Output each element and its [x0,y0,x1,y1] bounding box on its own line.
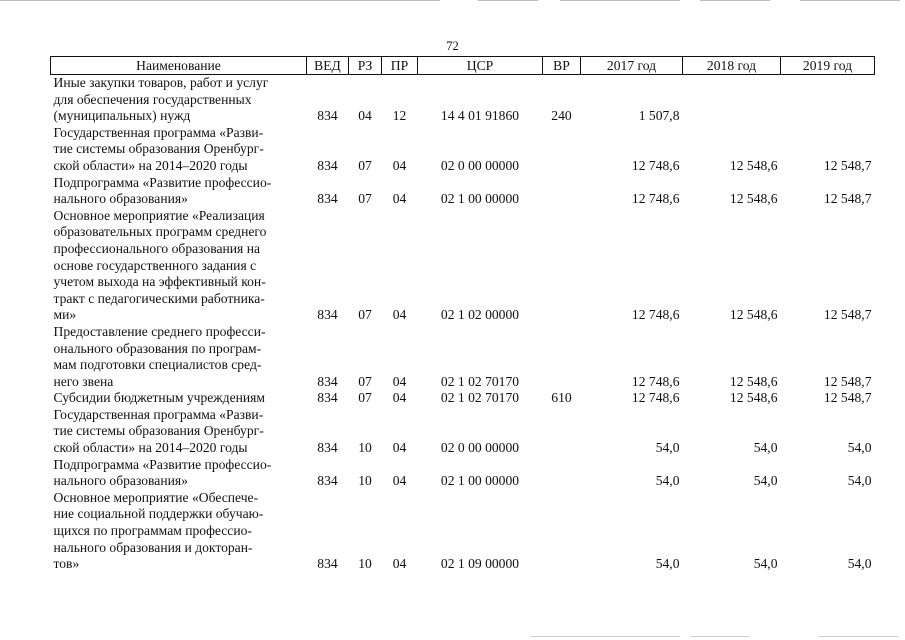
row-2017: 54,0 [655,473,680,489]
row-rz: 10 [358,440,372,456]
row-name: Подпрограмма «Развитие профессио- нального образования» [53,456,272,489]
row-pr: 04 [392,390,407,406]
table-row [51,457,875,490]
col-header-2019: 2019 год [781,57,875,75]
row-ved: 834 [317,473,338,489]
row-2018: 12 548,6 [729,390,778,406]
row-vr [543,175,581,208]
row-2019: 12 548,7 [823,157,872,173]
table-row [51,407,875,457]
budget-table [50,56,875,573]
table-row [51,490,875,573]
table-row [51,208,875,324]
col-header-ved: ВЕД [307,57,349,75]
row-vr [543,490,581,573]
row-2017: 12 748,6 [631,157,680,173]
row-ved: 834 [317,191,338,207]
row-2018: 12 548,6 [729,307,778,323]
col-header-name: Наименование [51,57,307,75]
bottom-scan-edge [0,636,905,638]
row-2018: 12 548,6 [729,373,778,389]
row-name: Иные закупки товаров, работ и услуг для обеспечения государственных (муниципальных) нужд [53,75,269,124]
row-2017: 12 748,6 [631,191,680,207]
col-header-2017: 2017 год [581,57,683,75]
row-ved: 834 [317,440,338,456]
row-csr: 02 1 02 70170 [440,390,520,406]
row-csr: 02 1 02 70170 [440,373,520,389]
row-pr: 12 [392,108,407,124]
row-rz: 07 [358,307,372,323]
row-rz: 07 [358,390,372,406]
row-rz: 10 [358,556,372,572]
row-csr: 02 1 00 00000 [440,473,520,489]
table-row [51,324,875,390]
row-ved: 834 [317,390,338,406]
row-pr: 04 [392,307,407,323]
row-pr: 04 [392,440,407,456]
row-vr [543,457,581,490]
page-number: 72 [446,39,459,53]
row-vr [543,407,581,457]
row-2017: 1 507,8 [638,108,680,124]
row-2018: 54,0 [753,556,778,572]
row-pr: 04 [392,373,407,389]
row-2019: 54,0 [847,440,872,456]
col-header-2018: 2018 год [683,57,781,75]
row-name: Государственная программа «Разви- тие системы образования Оренбург- ской области» на 2014–2020 годы [53,406,264,456]
row-ved: 834 [317,108,338,124]
table-row [51,75,875,125]
row-2017: 54,0 [655,440,680,456]
row-pr: 04 [392,157,407,173]
row-vr [543,125,581,175]
row-vr: 240 [551,108,572,124]
row-csr: 02 0 00 00000 [440,440,520,456]
row-2019: 54,0 [847,556,872,572]
row-name: Государственная программа «Разви- тие системы образования Оренбург- ской области» на 2014–2020 годы [53,124,264,173]
row-rz: 07 [358,373,372,389]
row-ved: 834 [317,373,338,389]
row-ved: 834 [317,307,338,323]
row-2019: 12 548,7 [823,307,872,323]
row-csr: 02 1 02 00000 [440,307,520,323]
row-2018: 12 548,6 [729,157,778,173]
row-vr: 610 [551,390,572,406]
row-name: Подпрограмма «Развитие профессио- нального образования» [53,174,272,207]
row-pr: 04 [392,473,407,489]
row-vr [543,208,581,324]
row-ved: 834 [317,556,338,572]
row-2018: 54,0 [753,473,778,489]
row-rz: 04 [358,108,372,124]
table-row [51,390,875,407]
row-2017: 54,0 [655,556,680,572]
row-csr: 02 1 00 00000 [440,191,520,207]
row-2017: 12 748,6 [631,390,680,406]
col-header-pr: ПР [382,57,418,75]
row-pr: 04 [392,556,407,572]
row-rz: 10 [358,473,372,489]
row-ved: 834 [317,157,338,173]
row-csr: 14 4 01 91860 [440,108,520,124]
row-2018 [683,75,781,125]
row-2018: 12 548,6 [729,191,778,207]
row-rz: 07 [358,157,372,173]
row-rz: 07 [358,191,372,207]
row-2017: 12 748,6 [631,307,680,323]
row-2019: 12 548,7 [823,373,872,389]
row-2019: 12 548,7 [823,390,872,406]
row-2017: 12 748,6 [631,373,680,389]
row-pr: 04 [392,191,407,207]
row-2019 [781,75,875,125]
row-name: Предоставление среднего професси- онального образования по програм- мам подготовки специалистов сред- него звена [53,323,266,389]
col-header-vr: ВР [543,57,581,75]
row-name: Основное мероприятие «Реализация образовательных программ среднего профессионального образования на основе государственного задания с учетом выхода на эффективный кон- тракт с педагогическими работника- ми» [53,207,267,323]
row-csr: 02 1 09 00000 [440,556,520,572]
row-2018: 54,0 [753,440,778,456]
row-name: Основное мероприятие «Обеспече- ние социальной поддержки обучаю- щихся по программам профессио- нального образования и докторан- тов» [53,489,264,572]
row-2019: 12 548,7 [823,191,872,207]
col-header-rz: РЗ [349,57,382,75]
header-row [51,57,875,75]
row-vr [543,324,581,390]
table-row [51,175,875,208]
top-scan-edge [0,0,905,2]
row-2019: 54,0 [847,473,872,489]
table-row [51,125,875,175]
row-csr: 02 0 00 00000 [440,157,520,173]
row-name: Субсидии бюджетным учреждениям [53,390,266,406]
col-header-csr: ЦСР [418,57,543,75]
